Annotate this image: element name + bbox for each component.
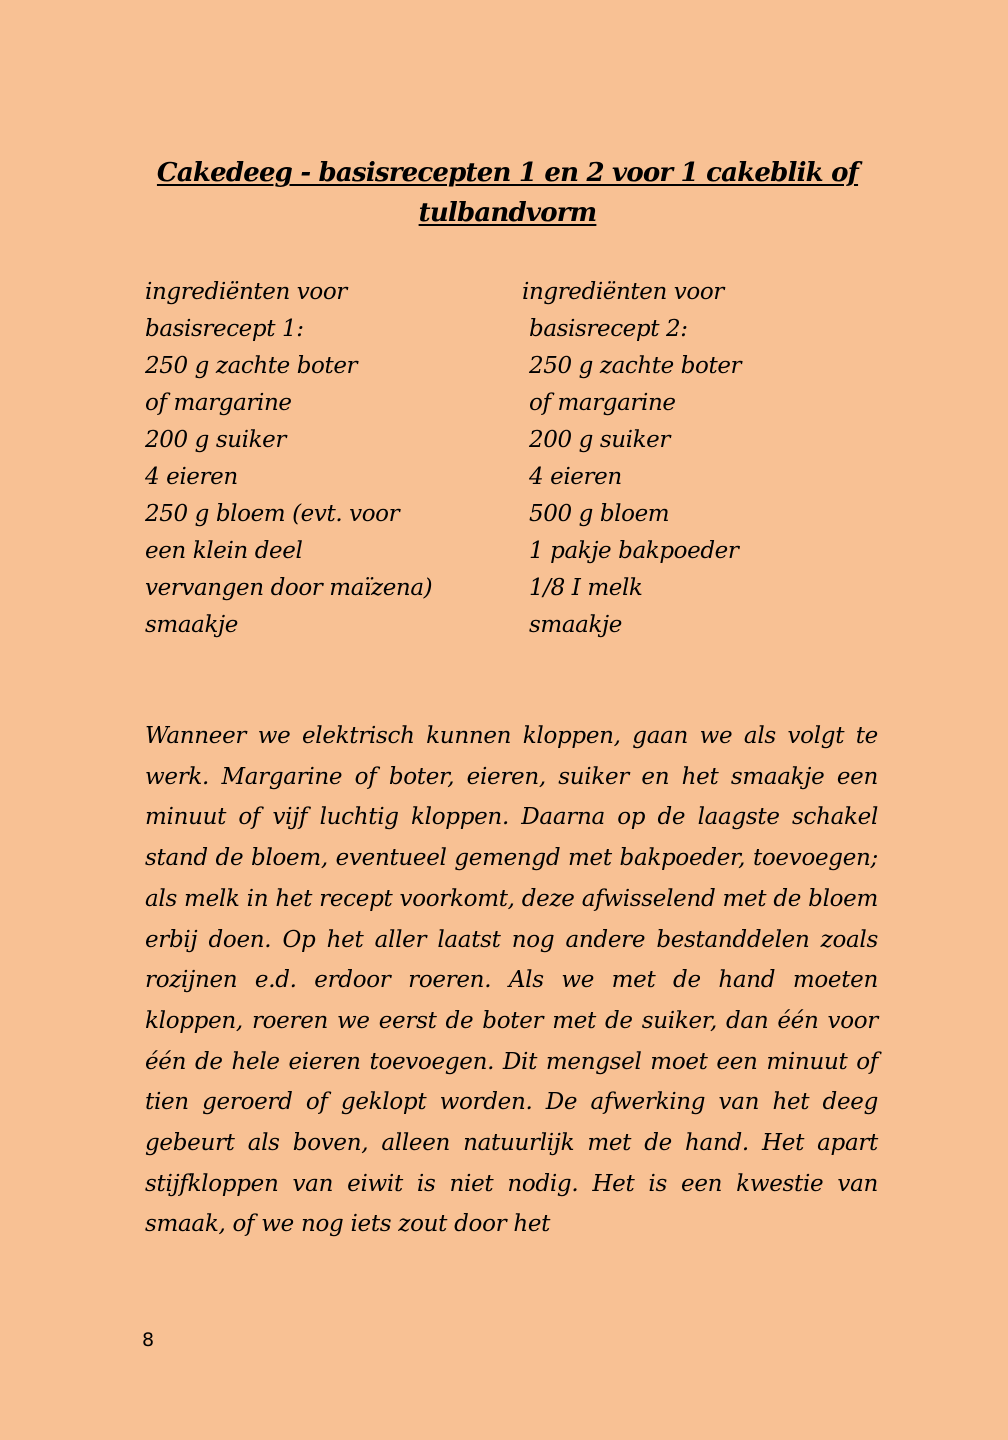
ingredient-line: of margarine — [529, 390, 676, 416]
ingredient-line: 250 g zachte boter — [529, 353, 742, 379]
ingredient-line: 4 eieren — [529, 464, 622, 490]
ingredient-line: 200 g suiker — [529, 427, 670, 453]
recipe-2-ingredients — [522, 274, 852, 644]
page-title: Cakedeeg - basisrecepten 1 en 2 voor 1 cakeblik of tulbandvorm — [156, 158, 859, 228]
ingredient-line: 1 pakje bakpoeder — [529, 538, 739, 564]
recipe-1-ingredients — [145, 274, 475, 644]
ingredient-line: 250 g zachte boter — [145, 353, 358, 379]
ingredient-line: smaakje — [145, 612, 238, 638]
ingredient-line: 1/8 I melk — [529, 575, 643, 601]
ingredient-line: een klein deel — [145, 538, 303, 564]
ingredient-line: vervangen door maïzena) — [145, 575, 433, 601]
ingredient-line: of margarine — [145, 390, 292, 416]
ingredient-line: 200 g suiker — [145, 427, 286, 453]
ingredient-line: ingrediënten voor — [522, 279, 724, 305]
page-number: 8 — [142, 1329, 155, 1351]
ingredient-line: 500 g bloem — [529, 501, 670, 527]
instructions-paragraph: Wanneer we elektrisch kunnen kloppen, gaan we als volgt te werk. Margarine of boter, eieren, suiker en het smaakje een minuut of vijf luchtig kloppen. Daarna op de laagste schakel stand de bloem, eventueel gemengd met bakpoeder, toevoegen; als melk in het recept voorkomt, deze afwisselend met de bloem erbij doen. Op het aller laatst nog andere bestanddelen zoals rozijnen e.d. erdoor roeren. Als we met de hand moeten kloppen, roeren we eerst de boter met de suiker, dan één voor één de hele eieren toevoegen. Dit mengsel moet een minuut of tien geroerd of geklopt worden. De afwerking van het deeg gebeurt als boven, alleen natuurlijk met de hand. Het apart stijfkloppen van eiwit is niet nodig. Het is een kwestie van smaak, of we nog iets zout door het — [145, 723, 878, 1238]
ingredient-line: ingrediënten voor — [145, 279, 347, 305]
ingredient-line: 4 eieren — [145, 464, 238, 490]
ingredient-line: basisrecept 2: — [529, 316, 688, 342]
ingredient-line: basisrecept 1: — [145, 316, 304, 342]
ingredient-line: 250 g bloem (evt. voor — [145, 501, 400, 527]
ingredient-line: smaakje — [529, 612, 622, 638]
